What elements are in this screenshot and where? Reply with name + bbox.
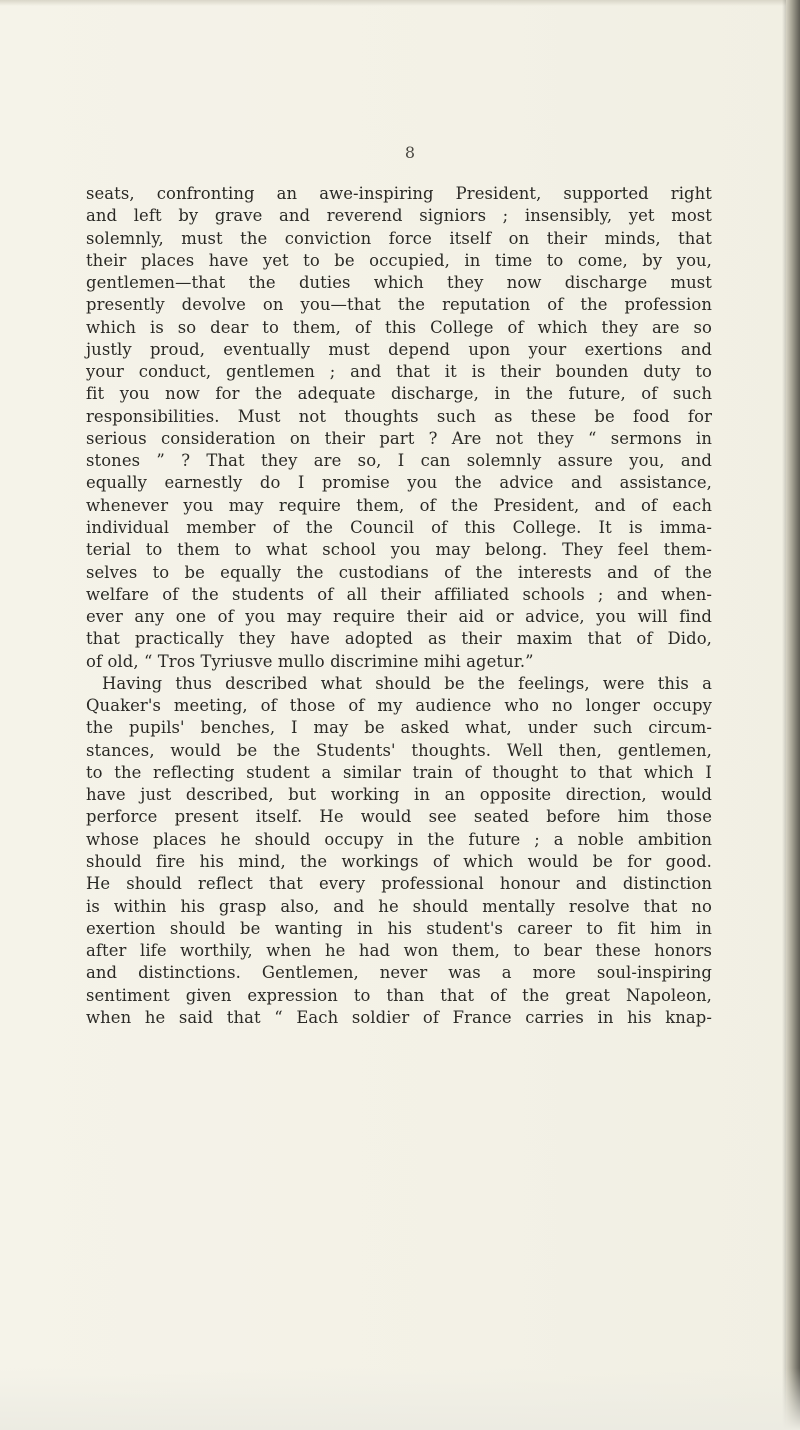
text-line: welfare of the students of all their affiliated schools ; and when-: [86, 584, 712, 604]
text-line: terial to them to what school you may belong. They feel them-: [86, 540, 712, 560]
text-line: exertion should be wanting in his student's career to fit him in: [86, 918, 712, 938]
text-line: and distinctions. Gentlemen, never was a more soul-inspiring: [86, 963, 712, 983]
text-line: your conduct, gentlemen ; and that it is their bounden duty to: [86, 362, 712, 382]
page-number: 8: [404, 143, 416, 162]
text-line: which is so dear to them, of this College of which they are so: [86, 317, 712, 337]
text-line: whose places he should occupy in the future ; a noble ambition: [86, 829, 712, 849]
body-text: [86, 183, 712, 1029]
text-line: presently devolve on you—that the reputation of the profession: [86, 295, 712, 315]
text-line: ever any one of you may require their aid or advice, you will find: [86, 607, 712, 627]
text-line: gentlemen—that the duties which they now discharge must: [86, 273, 712, 293]
text-line: solemnly, must the conviction force itself on their minds, that: [86, 228, 712, 248]
text-line: individual member of the Council of this College. It is imma-: [86, 517, 712, 537]
page-right-edge: [786, 0, 800, 1430]
text-line: their places have yet to be occupied, in time to come, by you,: [86, 250, 712, 270]
text-line: whenever you may require them, of the President, and of each: [86, 495, 712, 515]
text-line: that practically they have adopted as their maxim that of Dido,: [86, 629, 712, 649]
text-line: stones ” ? That they are so, I can solemnly assure you, and: [86, 451, 712, 471]
text-line: Quaker's meeting, of those of my audience who no longer occupy: [86, 696, 712, 716]
text-line: He should reflect that every professional honour and distinction: [86, 874, 712, 894]
text-line: to the reflecting student a similar train of thought to that which I: [86, 762, 712, 782]
text-line: stances, would be the Students' thoughts. Well then, gentlemen,: [86, 740, 712, 760]
paragraph-start-line: Having thus described what should be the feelings, were this a: [102, 673, 712, 693]
text-line: responsibilities. Must not thoughts such as these be food for: [86, 406, 712, 426]
text-line: is within his grasp also, and he should mentally resolve that no: [86, 896, 712, 916]
text-line: after life worthily, when he had won them, to bear these honors: [86, 941, 712, 961]
page-top-edge: [0, 0, 800, 6]
text-line: should fire his mind, the workings of which would be for good.: [86, 851, 712, 871]
text-line: selves to be equally the custodians of the interests and of the: [86, 562, 712, 582]
text-line: perforce present itself. He would see seated before him those: [86, 807, 712, 827]
text-line: fit you now for the adequate discharge, in the future, of such: [86, 384, 712, 404]
text-line: seats, confronting an awe-inspiring President, supported right: [86, 184, 712, 203]
text-line: sentiment given expression to than that of the great Napoleon,: [86, 985, 712, 1005]
page-bottom-edge: [0, 1368, 800, 1430]
text-line: have just described, but working in an opposite direction, would: [86, 785, 712, 805]
text-line: and left by grave and reverend signiors ; insensibly, yet most: [86, 206, 712, 226]
text-line: serious consideration on their part ? Are not they “ sermons in: [86, 428, 712, 448]
paragraph-end-line: of old, “ Tros Tyriusve mullo discrimine mihi agetur.”: [86, 651, 534, 671]
text-line: justly proud, eventually must depend upon your exertions and: [86, 339, 712, 359]
text-line: when he said that “ Each soldier of France carries in his knap-: [86, 1007, 712, 1027]
text-line: the pupils' benches, I may be asked what, under such circum-: [86, 718, 712, 738]
text-line: equally earnestly do I promise you the advice and assistance,: [86, 473, 712, 493]
